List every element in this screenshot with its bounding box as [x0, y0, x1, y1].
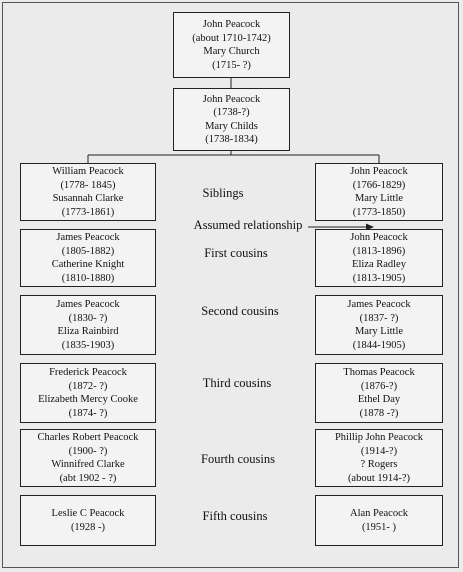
- right-box-siblings: John Peacock (1766-1829) Mary Little (1773-1850): [315, 163, 443, 221]
- ancestor-box-gen2: John Peacock (1738-?) Mary Childs (1738-1834): [173, 88, 290, 151]
- left-box-first-cousins: James Peacock (1805-1882) Catherine Knight (1810-1880): [20, 229, 156, 287]
- label-second-cousins: Second cousins: [201, 304, 279, 318]
- right-box-third-cousins: Thomas Peacock (1876-?) Ethel Day (1878 -?): [315, 363, 443, 423]
- label-fourth-cousins: Fourth cousins: [201, 452, 275, 466]
- left-box-third-cousins: Frederick Peacock (1872- ?) Elizabeth Mercy Cooke (1874- ?): [20, 363, 156, 423]
- left-box-second-cousins: James Peacock (1830- ?) Eliza Rainbird (1835-1903): [20, 295, 156, 355]
- right-box-fifth-cousins: Alan Peacock (1951- ): [315, 495, 443, 546]
- label-fifth-cousins: Fifth cousins: [202, 509, 268, 523]
- label-first-cousins: First cousins: [204, 246, 268, 260]
- left-box-fourth-cousins: Charles Robert Peacock (1900- ?) Winnifred Clarke (abt 1902 - ?): [20, 429, 156, 487]
- right-box-first-cousins: John Peacock (1813-1896) Eliza Radley (1813-1905): [315, 229, 443, 287]
- label-siblings: Siblings: [202, 186, 244, 200]
- left-box-siblings: William Peacock (1778- 1845) Susannah Clarke (1773-1861): [20, 163, 156, 221]
- right-box-fourth-cousins: Phillip John Peacock (1914-?) ? Rogers (about 1914-?): [315, 429, 443, 487]
- label-third-cousins: Third cousins: [202, 376, 272, 390]
- left-box-fifth-cousins: Leslie C Peacock (1928 -): [20, 495, 156, 546]
- right-box-second-cousins: James Peacock (1837- ?) Mary Little (1844-1905): [315, 295, 443, 355]
- ancestor-box-gen1: John Peacock (about 1710-1742) Mary Church (1715- ?): [173, 12, 290, 78]
- label-assumed-relationship: Assumed relationship: [193, 218, 303, 232]
